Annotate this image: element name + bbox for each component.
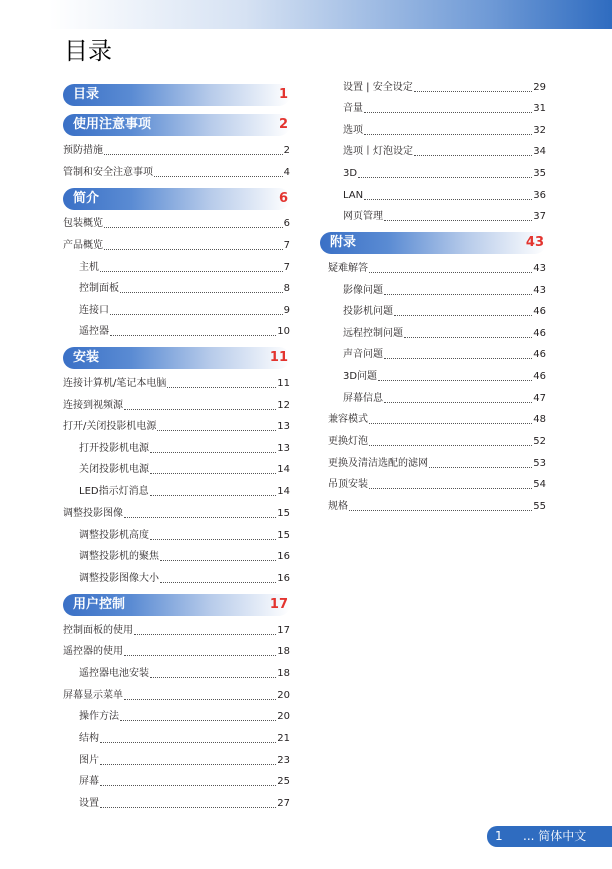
toc-entry-label: 打开/关闭投影机电源: [63, 421, 157, 432]
toc-entry-label: 投影机问题: [343, 306, 393, 317]
toc-entry-page-number: 7: [283, 240, 290, 251]
toc-entry-page-number: 55: [533, 501, 546, 512]
toc-entry[interactable]: [79, 550, 290, 564]
toc-entry-page-number: 46: [533, 306, 546, 317]
toc-entry-label: 屏幕: [79, 776, 99, 787]
toc-entry-page-number: 48: [533, 414, 546, 425]
dot-leader: [150, 539, 276, 540]
dot-leader: [384, 220, 532, 221]
toc-entry-page-number: 2: [283, 145, 290, 156]
dot-leader: [160, 560, 276, 561]
toc-entry[interactable]: [63, 420, 290, 434]
toc-entry[interactable]: [343, 305, 546, 319]
toc-entry-page-number: 36: [533, 190, 546, 201]
toc-entry-label: 吊顶安装: [328, 479, 368, 490]
toc-entry[interactable]: [328, 435, 546, 449]
section-title: 使用注意事项: [73, 117, 152, 132]
toc-entry[interactable]: [79, 775, 290, 789]
toc-entry-page-number: 6: [283, 218, 290, 229]
dot-leader: [369, 488, 532, 489]
dot-leader: [150, 495, 277, 496]
toc-entry[interactable]: [63, 624, 290, 638]
dot-leader: [364, 199, 532, 200]
toc-entry-label: 调整投影图像: [63, 508, 123, 519]
toc-entry-label: 选项丨灯泡设定: [343, 146, 413, 157]
dot-leader: [160, 582, 276, 583]
dot-leader: [154, 176, 283, 177]
toc-entry[interactable]: [343, 348, 546, 362]
toc-entry-page-number: 11: [277, 378, 290, 389]
toc-entry[interactable]: [79, 304, 290, 318]
section-title: 用户控制: [73, 597, 126, 612]
dot-leader: [100, 807, 276, 808]
dot-leader: [369, 272, 532, 273]
dot-leader: [124, 517, 276, 518]
toc-entry-label: 调整投影机的聚焦: [79, 551, 159, 562]
toc-entry-page-number: 20: [277, 711, 290, 722]
toc-entry[interactable]: [79, 754, 290, 768]
section-page-number: 11: [269, 350, 288, 365]
toc-entry-page-number: 7: [283, 262, 290, 273]
toc-section-header[interactable]: [63, 347, 290, 369]
toc-entry[interactable]: [79, 710, 290, 724]
toc-entry-label: 包装概览: [63, 218, 103, 229]
dot-leader: [104, 227, 283, 228]
toc-entry-page-number: 12: [277, 400, 290, 411]
toc-entry-label: 3D问题: [343, 371, 378, 382]
dot-leader: [384, 294, 532, 295]
toc-entry[interactable]: [63, 377, 290, 391]
toc-entry[interactable]: [343, 284, 546, 298]
toc-entry-label: 疑难解答: [328, 263, 368, 274]
toc-entry-label: 更换灯泡: [328, 436, 368, 447]
toc-entry-page-number: 14: [277, 486, 290, 497]
toc-entry-label: LAN: [343, 190, 364, 201]
dot-leader: [349, 510, 532, 511]
toc-entry[interactable]: [79, 325, 290, 339]
toc-entry[interactable]: [328, 500, 546, 514]
toc-entry[interactable]: [343, 145, 546, 159]
toc-entry[interactable]: [79, 572, 290, 586]
dot-leader: [167, 387, 276, 388]
toc-entry-label: 结构: [79, 733, 99, 744]
toc-entry-label: 调整投影机高度: [79, 530, 149, 541]
toc-entry[interactable]: [79, 667, 290, 681]
toc-entry-label: 打开投影机电源: [79, 443, 149, 454]
toc-entry[interactable]: [343, 370, 546, 384]
dot-leader: [364, 134, 532, 135]
toc-entry-label: 兼容模式: [328, 414, 368, 425]
dot-leader: [110, 335, 276, 336]
dot-leader: [150, 677, 276, 678]
section-title: 简介: [73, 191, 100, 206]
toc-entry-label: 设置: [79, 798, 99, 809]
section-page-number: 17: [269, 597, 288, 612]
dot-leader: [104, 249, 283, 250]
section-title: 目录: [73, 87, 100, 102]
toc-entry-page-number: 8: [283, 283, 290, 294]
toc-entry-label: LED指示灯消息: [79, 486, 149, 497]
dot-leader: [100, 785, 276, 786]
toc-entry-label: 规格: [328, 501, 348, 512]
dot-leader: [150, 473, 276, 474]
dot-leader: [124, 655, 276, 656]
toc-section-header[interactable]: [63, 114, 290, 136]
toc-section-header[interactable]: [63, 188, 290, 210]
toc-entry[interactable]: [63, 507, 290, 521]
toc-entry-label: 选项: [343, 125, 363, 136]
toc-entry-page-number: 25: [277, 776, 290, 787]
header-gradient-band: [0, 0, 612, 29]
toc-entry[interactable]: [79, 732, 290, 746]
toc-entry-label: 屏幕信息: [343, 393, 383, 404]
toc-entry[interactable]: [63, 217, 290, 231]
dot-leader: [150, 452, 276, 453]
section-page-number: 6: [278, 191, 288, 206]
dot-leader: [429, 467, 532, 468]
footer-language: ... 简体中文: [523, 829, 587, 843]
toc-entry-page-number: 46: [533, 349, 546, 360]
toc-entry[interactable]: [79, 442, 290, 456]
dot-leader: [124, 699, 276, 700]
toc-entry-page-number: 53: [533, 458, 546, 469]
section-page-number: 43: [525, 235, 544, 250]
dot-leader: [100, 271, 283, 272]
dot-leader: [134, 634, 276, 635]
toc-entry[interactable]: [343, 167, 546, 181]
dot-leader: [104, 154, 283, 155]
toc-entry-label: 更换及清洁选配的滤网: [328, 458, 428, 469]
toc-entry-page-number: 16: [277, 573, 290, 584]
section-page-number: 2: [278, 117, 288, 132]
dot-leader: [384, 402, 532, 403]
toc-entry-label: 调整投影图像大小: [79, 573, 159, 584]
dot-leader: [384, 358, 532, 359]
toc-entry[interactable]: [63, 239, 290, 253]
toc-entry-label: 遥控器的使用: [63, 646, 123, 657]
toc-entry[interactable]: [63, 645, 290, 659]
toc-entry[interactable]: [79, 261, 290, 275]
toc-entry[interactable]: [343, 102, 546, 116]
toc-entry-label: 图片: [79, 755, 99, 766]
toc-entry-label: 声音问题: [343, 349, 383, 360]
toc-entry-page-number: 13: [277, 443, 290, 454]
toc-entry-page-number: 37: [533, 211, 546, 222]
toc-entry[interactable]: [343, 210, 546, 224]
toc-entry[interactable]: [63, 689, 290, 703]
toc-entry-label: 控制面板的使用: [63, 625, 133, 636]
toc-entry-page-number: 20: [277, 690, 290, 701]
toc-entry-label: 产品概览: [63, 240, 103, 251]
toc-entry-label: 网页管理: [343, 211, 383, 222]
toc-entry-page-number: 21: [277, 733, 290, 744]
dot-leader: [378, 380, 532, 381]
dot-leader: [120, 720, 276, 721]
toc-entry-label: 连接计算机/笔记本电脑: [63, 378, 167, 389]
dot-leader: [100, 764, 276, 765]
toc-entry-page-number: 15: [277, 508, 290, 519]
dot-leader: [364, 112, 532, 113]
toc-entry-page-number: 47: [533, 393, 546, 404]
toc-entry-label: 影像问题: [343, 285, 383, 296]
footer-page-tab: [487, 826, 612, 847]
toc-entry[interactable]: [343, 189, 546, 203]
toc-entry[interactable]: [328, 413, 546, 427]
toc-entry-label: 预防措施: [63, 145, 103, 156]
toc-entry-page-number: 27: [277, 798, 290, 809]
section-page-number: 1: [278, 87, 288, 102]
toc-entry-page-number: 32: [533, 125, 546, 136]
toc-entry[interactable]: [343, 392, 546, 406]
toc-entry-label: 遥控器: [79, 326, 109, 337]
toc-entry-page-number: 43: [533, 285, 546, 296]
toc-entry[interactable]: [328, 457, 546, 471]
toc-entry-page-number: 15: [277, 530, 290, 541]
toc-entry-page-number: 16: [277, 551, 290, 562]
toc-entry-page-number: 10: [277, 326, 290, 337]
toc-entry-label: 主机: [79, 262, 99, 273]
toc-entry-label: 遥控器电池安装: [79, 668, 149, 679]
toc-section-header[interactable]: [63, 594, 290, 616]
toc-entry-label: 管制和安全注意事项: [63, 167, 153, 178]
toc-entry-page-number: 4: [283, 167, 290, 178]
toc-entry-page-number: 46: [533, 328, 546, 339]
toc-entry-page-number: 54: [533, 479, 546, 490]
toc-entry[interactable]: [343, 81, 546, 95]
toc-entry[interactable]: [79, 797, 290, 811]
dot-leader: [414, 155, 532, 156]
dot-leader: [157, 430, 276, 431]
toc-entry[interactable]: [79, 485, 290, 499]
toc-entry-label: 连接口: [79, 305, 109, 316]
dot-leader: [110, 314, 283, 315]
toc-entry[interactable]: [63, 166, 290, 180]
toc-entry-label: 操作方法: [79, 711, 119, 722]
toc-entry[interactable]: [79, 529, 290, 543]
toc-entry-page-number: 52: [533, 436, 546, 447]
section-title: 附录: [330, 235, 357, 250]
toc-entry-page-number: 18: [277, 668, 290, 679]
toc-entry-label: 远程控制问题: [343, 328, 403, 339]
toc-entry-label: 连接到视频源: [63, 400, 123, 411]
dot-leader: [124, 409, 276, 410]
toc-entry-label: 音量: [343, 103, 363, 114]
toc-entry[interactable]: [79, 463, 290, 477]
toc-entry-page-number: 9: [283, 305, 290, 316]
toc-entry-page-number: 46: [533, 371, 546, 382]
toc-entry-label: 关闭投影机电源: [79, 464, 149, 475]
dot-leader: [369, 423, 532, 424]
toc-entry-page-number: 43: [533, 263, 546, 274]
toc-entry[interactable]: [79, 282, 290, 296]
toc-entry[interactable]: [328, 262, 546, 276]
toc-entry-page-number: 13: [277, 421, 290, 432]
toc-entry-label: 3D: [343, 168, 358, 179]
dot-leader: [394, 315, 532, 316]
dot-leader: [404, 337, 532, 338]
toc-entry-page-number: 18: [277, 646, 290, 657]
toc-entry-page-number: 31: [533, 103, 546, 114]
toc-entry-page-number: 14: [277, 464, 290, 475]
toc-entry-page-number: 29: [533, 82, 546, 93]
dot-leader: [100, 742, 276, 743]
toc-entry[interactable]: [63, 144, 290, 158]
dot-leader: [358, 177, 532, 178]
dot-leader: [414, 91, 533, 92]
footer-page-number: 1: [495, 829, 503, 843]
toc-entry-page-number: 17: [277, 625, 290, 636]
page-title: 目录: [64, 37, 112, 65]
toc-entry-page-number: 35: [533, 168, 546, 179]
toc-entry-label: 屏幕显示菜单: [63, 690, 123, 701]
toc-entry-page-number: 23: [277, 755, 290, 766]
toc-entry-label: 设置 | 安全设定: [343, 82, 413, 93]
toc-entry-label: 控制面板: [79, 283, 119, 294]
dot-leader: [120, 292, 283, 293]
toc-entry-page-number: 34: [533, 146, 546, 157]
toc-entry[interactable]: [343, 327, 546, 341]
toc-entry[interactable]: [328, 478, 546, 492]
toc-section-header[interactable]: [63, 84, 290, 106]
toc-section-header[interactable]: [320, 232, 546, 254]
section-title: 安装: [73, 350, 100, 365]
toc-entry[interactable]: [343, 124, 546, 138]
toc-entry[interactable]: [63, 399, 290, 413]
dot-leader: [369, 445, 532, 446]
